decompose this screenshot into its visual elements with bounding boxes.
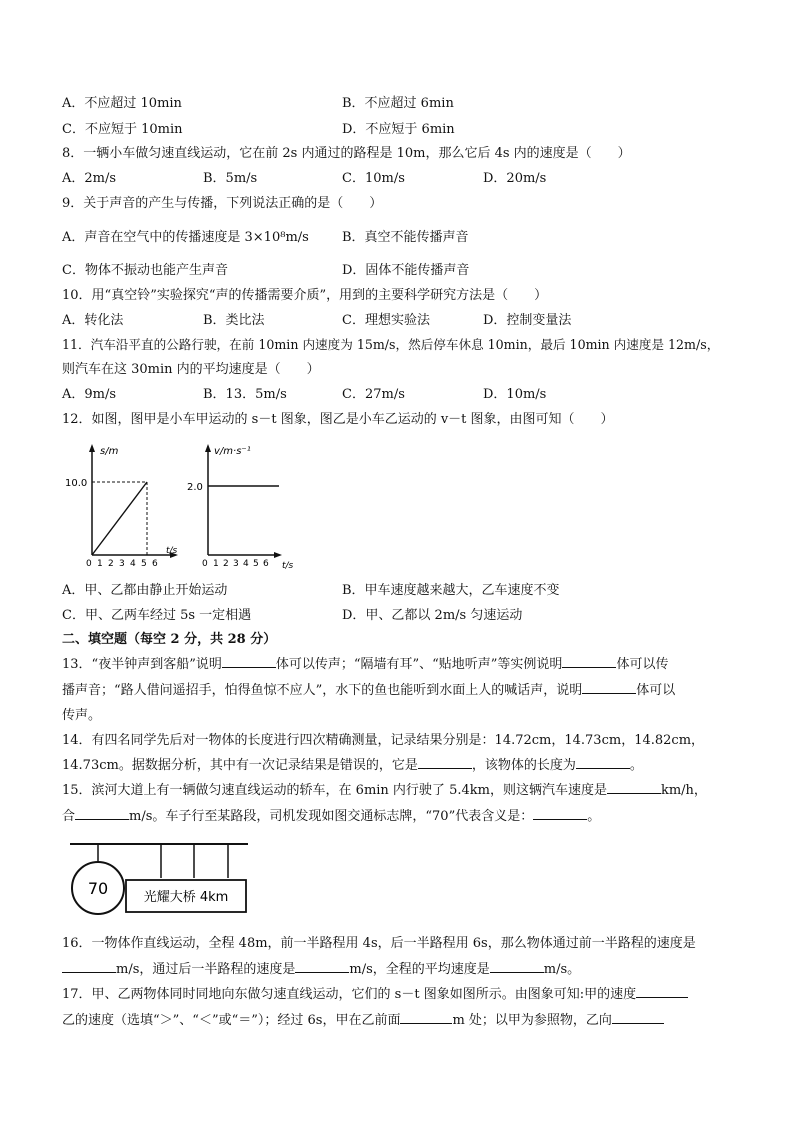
fig-right-xtick-4: 4 xyxy=(243,559,249,569)
q15-blank-2[interactable] xyxy=(75,807,129,820)
fig-left-ytick: 10.0 xyxy=(65,478,88,489)
q8-option-a: A．2m/s xyxy=(62,171,117,186)
q8-option-b: B．5m/s xyxy=(203,171,258,186)
q12-figure-right-vt-graph xyxy=(186,440,306,570)
q16-text-2: m/s，通过后一半路程的速度是 xyxy=(116,962,296,977)
q15-text-2: km/h， xyxy=(660,783,707,798)
q7-option-c: C．不应短于 10min xyxy=(62,122,183,137)
q11-option-d: D．10m/s xyxy=(483,387,547,402)
fig-left-xtick-5: 5 xyxy=(141,559,147,569)
q12-option-a: A．甲、乙都由静止开始运动 xyxy=(62,583,228,598)
q8-option-d: D．20m/s xyxy=(483,171,547,186)
q10-option-a: A．转化法 xyxy=(62,313,124,328)
q14-text-4: 。 xyxy=(629,758,643,773)
q10-stem: 10．用“真空铃”实验探究“声的传播需要介质”，用到的主要科学研究方法是（ ） xyxy=(62,288,548,303)
q12-figure-left-st-graph xyxy=(62,440,182,570)
q13-blank-2[interactable] xyxy=(562,655,616,668)
q8-stem: 8．一辆小车做匀速直线运动，它在前 2s 内通过的路程是 10m，那么它后 4s 内的速度是（ ） xyxy=(62,146,631,161)
q13-text-4: 播声音；“路人借问遥招手，怕得鱼惊不应人”，水下的鱼也能听到水面上人的喊话声，说明 xyxy=(62,683,583,698)
q13-text-1: 13．“夜半钟声到客船”说明 xyxy=(62,657,222,672)
q13-text-5: 体可以 xyxy=(636,683,676,698)
bridge-sign-text: 光耀大桥 4km xyxy=(143,890,229,905)
q16-text-4: m/s。 xyxy=(543,962,581,977)
q14-line2 xyxy=(62,754,643,773)
q17-text-2: 乙的速度（选填“＞”、“＜”或“＝”）；经过 6s，甲在乙前面 xyxy=(62,1013,401,1028)
q15-line1 xyxy=(62,779,707,798)
q11-option-b: B．13．5m/s xyxy=(203,387,287,402)
fig-left-xlabel: t/s xyxy=(166,546,178,556)
q17-blank-3[interactable] xyxy=(612,1011,664,1024)
q12-option-c: C．甲、乙两车经过 5s 一定相遇 xyxy=(62,608,252,623)
fig-left-xtick-1: 1 xyxy=(97,559,103,569)
q14-text-3: ，该物体的长度为 xyxy=(471,758,576,773)
fig-right-ytick: 2.0 xyxy=(187,482,203,493)
fig-right-xtick-1: 1 xyxy=(213,559,219,569)
q11-option-c: C．27m/s xyxy=(342,387,405,402)
q12-stem: 12．如图，图甲是小车甲运动的 s－t 图象，图乙是小车乙运动的 v－t 图象，由图可知（ ） xyxy=(62,412,614,427)
fig-right-ylabel: v/m·s⁻¹ xyxy=(214,446,251,457)
q14-text-2: 14.73cm。据数据分析，其中有一次记录结果是错误的，它是 xyxy=(62,758,418,773)
q11-stem-line1: 11．汽车沿平直的公路行驶，在前 10min 内速度为 15m/s，然后停车休息 10min，最后 10min 内速度是 12m/s， xyxy=(62,337,720,352)
q8-option-c: C．10m/s xyxy=(342,171,405,186)
q14-blank-2[interactable] xyxy=(576,756,630,769)
q11-option-a: A．9m/s xyxy=(62,387,117,402)
fig-right-xtick-5: 5 xyxy=(253,559,259,569)
fig-right-xtick-3: 3 xyxy=(233,559,239,569)
q13-line2 xyxy=(62,679,675,698)
q13-text-2: 体可以传声；“隔墙有耳”、“贴地听声”等实例说明 xyxy=(275,657,563,672)
q13-line3: 传声。 xyxy=(62,708,102,723)
speed-limit-number: 70 xyxy=(87,879,109,898)
fig-right-xtick-6: 6 xyxy=(263,559,269,569)
section-fill-in-title: 二、填空题（每空 2 分，共 28 分） xyxy=(62,632,277,647)
q13-line1 xyxy=(62,653,668,672)
q16-blank-2[interactable] xyxy=(295,960,349,973)
q17-blank-1[interactable] xyxy=(636,985,688,998)
q7-option-a: A．不应超过 10min xyxy=(62,96,182,111)
q15-text-1: 15．滨河大道上有一辆做匀速直线运动的轿车，在 6min 内行驶了 5.4km，则这辆汽车速度是 xyxy=(62,783,607,798)
q13-blank-3[interactable] xyxy=(582,681,636,694)
q10-option-b: B．类比法 xyxy=(203,313,265,328)
q10-option-c: C．理想实验法 xyxy=(342,313,430,328)
q16-blank-1[interactable] xyxy=(62,960,116,973)
q9-option-d: D．固体不能传播声音 xyxy=(342,263,470,278)
q14-line1: 14．有四名同学先后对一物体的长度进行四次精确测量，记录结果分别是：14.72cm，14.73cm，14.82cm， xyxy=(62,733,705,748)
q15-blank-3[interactable] xyxy=(533,807,587,820)
q10-option-d: D．控制变量法 xyxy=(483,313,572,328)
q15-text-3: 合 xyxy=(62,809,76,824)
fig-left-xtick-6: 6 xyxy=(152,559,158,569)
fig-left-xtick-4: 4 xyxy=(130,559,136,569)
q15-text-4: m/s。车子行至某路段，司机发现如图交通标志牌，“70”代表含义是： xyxy=(129,809,534,824)
q16-blank-3[interactable] xyxy=(490,960,544,973)
q9-stem: 9．关于声音的产生与传播，下列说法正确的是（ ） xyxy=(62,196,383,211)
q9-option-c: C．物体不振动也能产生声音 xyxy=(62,263,228,278)
q13-blank-1[interactable] xyxy=(222,655,276,668)
q17-text-1: 17．甲、乙两物体同时同地向东做匀速直线运动，它们的 s－t 图象如图所示。由图象可知:甲的速度 xyxy=(62,987,637,1002)
q17-line2 xyxy=(62,1009,664,1028)
q11-stem-line2: 则汽车在这 30min 内的平均速度是（ ） xyxy=(62,362,320,377)
q16-line1: 16．一物体作直线运动，全程 48m，前一半路程用 4s，后一半路程用 6s，那么物体通过前一半路程的速度是 xyxy=(62,936,696,951)
q17-line1 xyxy=(62,983,688,1002)
q7-option-b: B．不应超过 6min xyxy=(342,96,454,111)
fig-right-xtick-2: 2 xyxy=(223,559,229,569)
fig-left-xtick-3: 3 xyxy=(119,559,125,569)
fig-right-xlabel: t/s xyxy=(282,561,294,570)
q13-text-3: 体可以传 xyxy=(616,657,669,672)
q17-blank-2[interactable] xyxy=(400,1011,452,1024)
fig-left-xtick-0: 0 xyxy=(86,559,92,569)
q16-text-3: m/s，全程的平均速度是 xyxy=(349,962,490,977)
fig-left-xtick-2: 2 xyxy=(108,559,114,569)
q15-traffic-sign-figure xyxy=(66,836,252,924)
fig-left-ylabel: s/m xyxy=(100,446,119,457)
q7-option-d: D．不应短于 6min xyxy=(342,122,455,137)
q15-text-5: 。 xyxy=(587,809,601,824)
q15-blank-1[interactable] xyxy=(607,781,661,794)
q15-line2 xyxy=(62,805,600,824)
q16-line2 xyxy=(62,958,580,977)
q9-option-a: A．声音在空气中的传播速度是 3×10⁸m/s xyxy=(62,230,309,245)
fig-right-xtick-0: 0 xyxy=(202,559,208,569)
q9-option-b: B．真空不能传播声音 xyxy=(342,230,469,245)
q17-text-3: m 处；以甲为参照物，乙向 xyxy=(452,1013,612,1028)
q12-option-d: D．甲、乙都以 2m/s 匀速运动 xyxy=(342,608,523,623)
q14-blank-1[interactable] xyxy=(418,756,472,769)
q12-option-b: B．甲车速度越来越大，乙车速度不变 xyxy=(342,583,560,598)
